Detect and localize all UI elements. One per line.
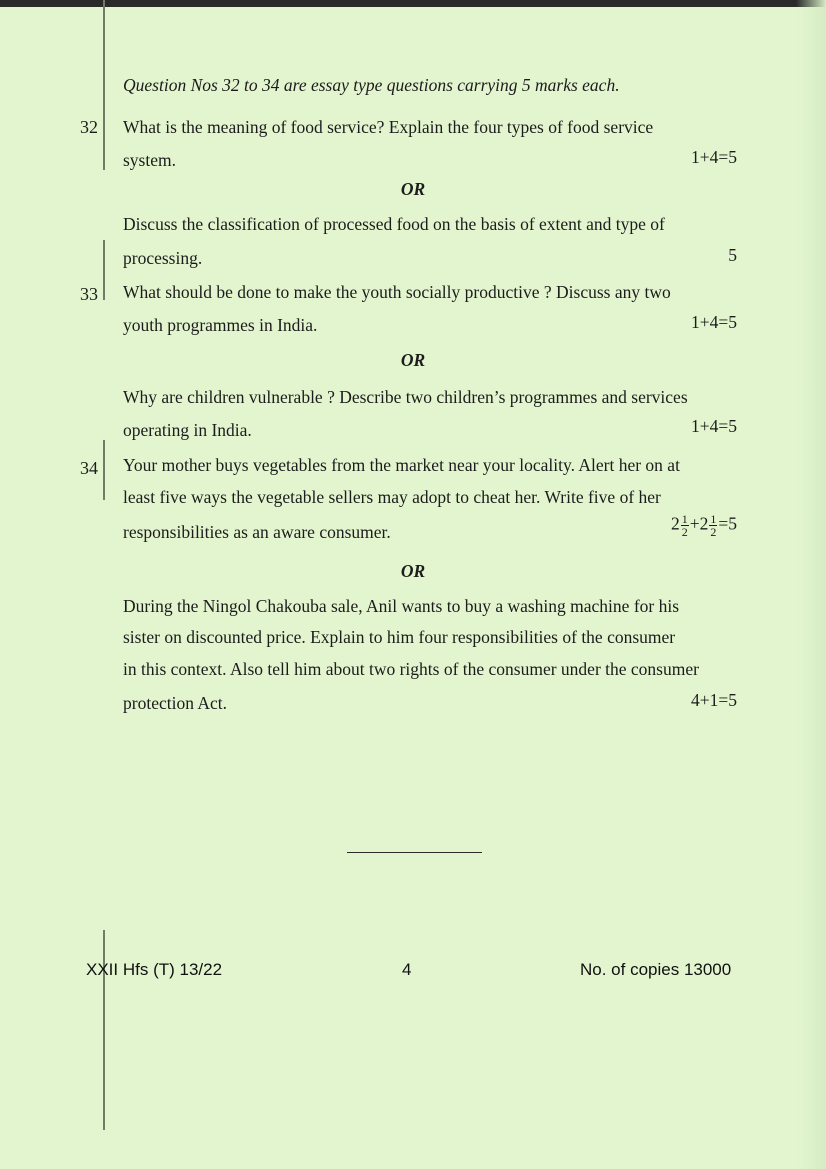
page-number: 4 [402, 960, 412, 979]
question-text-line: processing. [123, 248, 203, 268]
question-text-line: What is the meaning of food service? Explain the four types of food service [123, 117, 654, 137]
question-number: 34 [80, 458, 98, 478]
question-text-line: Why are children vulnerable ? Describe two children’s programmes and services [123, 387, 688, 407]
question-text-line: Discuss the classification of processed food on the basis of extent and type of [123, 214, 665, 234]
or-label: OR [400, 350, 426, 370]
section-instruction: Question Nos 32 to 34 are essay type questions carrying 5 marks each. [123, 75, 620, 95]
question-text-line: responsibilities as an aware consumer. [123, 522, 391, 542]
marks: 4+1=5 [691, 690, 737, 710]
fraction [709, 513, 717, 538]
fraction-denominator: 2 [710, 525, 717, 539]
question-text-line: in this context. Also tell him about two rights of the consumer under the consumer [123, 659, 699, 679]
question-text-line: sister on discounted price. Explain to him four responsibilities of the consumer [123, 627, 676, 647]
question-text-line: system. [123, 150, 176, 170]
marks-mixed-fraction [671, 513, 737, 538]
marks-result: =5 [718, 513, 737, 534]
question-number: 33 [80, 284, 98, 304]
question-text-line: What should be done to make the youth socially productive ? Discuss any two [123, 282, 671, 302]
marks-whole: 2 [671, 513, 680, 534]
or-label: OR [400, 179, 426, 199]
question-text-line: least five ways the vegetable sellers may adopt to cheat her. Write five of her [123, 487, 661, 507]
question-text-line: protection Act. [123, 693, 228, 713]
marks: 1+4=5 [691, 416, 737, 436]
fraction-denominator: 2 [681, 525, 688, 539]
marks-operator: + [689, 513, 700, 534]
fraction [681, 513, 689, 538]
paper-code: XXII Hfs (T) 13/22 [86, 960, 223, 979]
marks: 1+4=5 [691, 312, 737, 332]
marks: 5 [728, 245, 737, 265]
or-label: OR [400, 561, 426, 581]
fraction-numerator: 1 [710, 512, 717, 526]
marks-whole: 2 [699, 513, 709, 534]
fraction-numerator: 1 [681, 512, 688, 526]
question-number: 32 [80, 117, 98, 137]
marks: 1+4=5 [691, 147, 737, 167]
question-text-line: Your mother buys vegetables from the market near your locality. Alert her on at [123, 455, 680, 475]
copies-count: No. of copies 13000 [580, 960, 732, 979]
end-rule [347, 852, 482, 853]
question-text-line: youth programmes in India. [123, 315, 318, 335]
question-text-line: operating in India. [123, 420, 252, 440]
question-text-line: During the Ningol Chakouba sale, Anil wants to buy a washing machine for his [123, 596, 680, 616]
